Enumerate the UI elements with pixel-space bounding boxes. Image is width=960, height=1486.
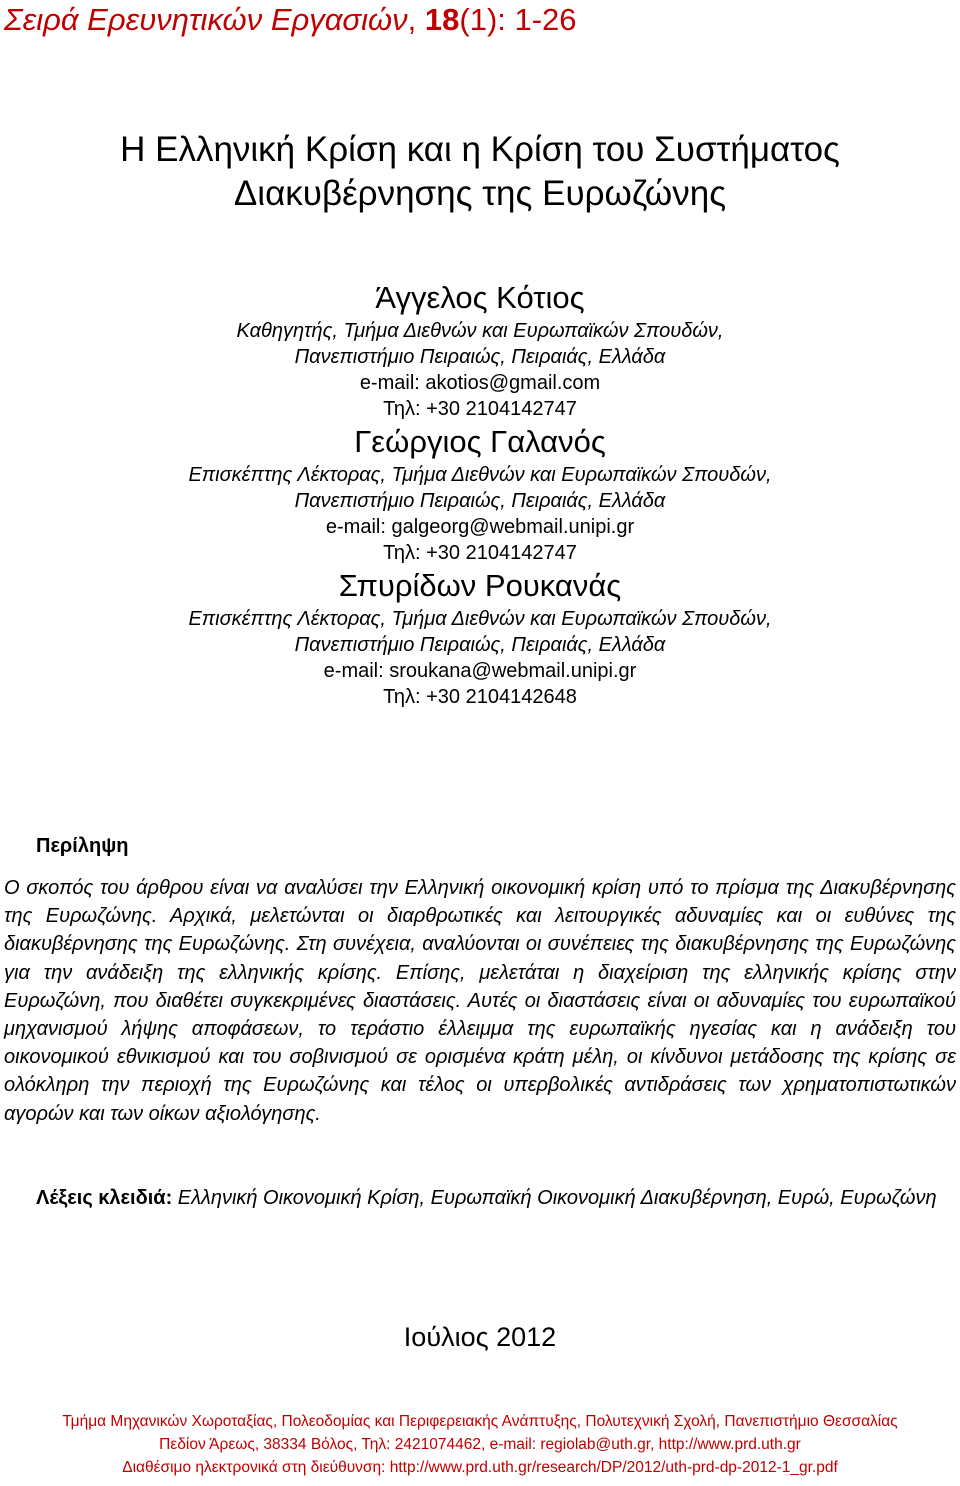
series-volume: 18 — [424, 2, 460, 37]
author-affiliation: Πανεπιστήμιο Πειραιώς, Πειραιάς, Ελλάδα — [294, 490, 666, 512]
paper-title-line-1: Η Ελληνική Κρίση και η Κρίση του Συστήματος — [120, 130, 840, 169]
abstract-text: Ο σκοπός του άρθρου είναι να αναλύσει την Ελληνική οικονομική κρίση υπό το πρίσμα της Διακυβέρνησης της Ευρωζώνης. Αρχικά, μελετώνται οι διαρθρωτικές και λειτουργικές αδυναμίες και οι ευθύνες της διακυβέρνησης της Ευρωζώνης. Στη συνέχεια, αναλύονται οι συνέπειες της διακυβέρνησης της Ευρωζώνης για την ανάδειξη της ελληνικής κρίσης. Επίσης, μελετάται η διαχείριση της ελληνικής κρίσης στην Ευρωζώνη, που διαθέτει συγκεκριμένες διαστάσεις. Αυτές οι διαστάσεις είναι οι αδυναμίες του ευρωπαϊκού μηχανισμού λήψης αποφάσεων, το τεράστιο έλλειμμα της ευρωπαϊκής ηγεσίας και η ανάδειξη του οικονομικού εθνικισμού και του σοβινισμού σε ορισμένα κράτη μέλη, οι κίνδυνοι μετάδοσης της κρίσης σε ολόκληρη την περιοχή της Ευρωζώνης και τέλος οι υπερβολικές αντιδράσεις των χρηματοπιστωτικών αγορών και των οίκων αξιολόγησης. — [4, 877, 956, 1125]
author-name: Σπυρίδων Ρουκανάς — [338, 568, 622, 603]
author-name: Γεώργιος Γαλανός — [354, 424, 606, 459]
series-journal-name: Σειρά Ερευνητικών Εργασιών — [4, 2, 408, 37]
author-list — [0, 278, 960, 710]
series-header — [4, 2, 577, 38]
author-name: Άγγελος Κότιος — [375, 280, 585, 315]
author-phone: Τηλ: +30 2104142747 — [383, 398, 577, 420]
author-block — [0, 422, 960, 566]
series-separator: , — [407, 2, 425, 37]
footer-contact: Πεδίον Άρεως, 38334 Βόλος, Τηλ: 2421074462, e-mail: regiolab@uth.gr, http://www.prd.uth.gr — [159, 1436, 801, 1453]
author-block — [0, 566, 960, 710]
author-phone: Τηλ: +30 2104142648 — [383, 686, 577, 708]
keywords-label: Λέξεις κλειδιά: — [36, 1187, 173, 1209]
author-affiliation: Επισκέπτης Λέκτορας, Τμήμα Διεθνών και Ευρωπαϊκών Σπουδών, — [188, 608, 772, 630]
footer-availability: Διαθέσιμο ηλεκτρονικά στη διεύθυνση: http://www.prd.uth.gr/research/DP/2012/uth-prd-dp-2012-1_gr.pdf — [122, 1459, 838, 1476]
page-footer — [0, 1410, 960, 1479]
paper-title — [0, 128, 960, 216]
paper-title-line-2: Διακυβέρνησης της Ευρωζώνης — [233, 174, 727, 213]
author-phone: Τηλ: +30 2104142747 — [383, 542, 577, 564]
author-affiliation: Πανεπιστήμιο Πειραιώς, Πειραιάς, Ελλάδα — [294, 634, 666, 656]
author-affiliation: Καθηγητής, Τμήμα Διεθνών και Ευρωπαϊκών Σπουδών, — [236, 320, 724, 342]
author-affiliation: Επισκέπτης Λέκτορας, Τμήμα Διεθνών και Ευρωπαϊκών Σπουδών, — [188, 464, 772, 486]
author-block — [0, 278, 960, 422]
author-email: e-mail: galgeorg@webmail.unipi.gr — [325, 516, 635, 538]
publication-date: Ιούλιος 2012 — [403, 1322, 557, 1352]
keywords-text: Ελληνική Οικονομική Κρίση, Ευρωπαϊκή Οικονομική Διακυβέρνηση, Ευρώ, Ευρωζώνη — [172, 1187, 937, 1209]
keywords — [36, 1184, 956, 1212]
author-email: e-mail: sroukana@webmail.unipi.gr — [323, 660, 637, 682]
abstract-heading: Περίληψη — [36, 835, 129, 857]
series-issue-pages: (1): 1-26 — [459, 2, 577, 37]
author-affiliation: Πανεπιστήμιο Πειραιώς, Πειραιάς, Ελλάδα — [294, 346, 666, 368]
author-email: e-mail: akotios@gmail.com — [359, 372, 601, 394]
footer-department: Τμήμα Μηχανικών Χωροταξίας, Πολεοδομίας και Περιφερειακής Ανάπτυξης, Πολυτεχνική Σχολή, Πανεπιστήμιο Θεσσαλίας — [62, 1413, 898, 1430]
